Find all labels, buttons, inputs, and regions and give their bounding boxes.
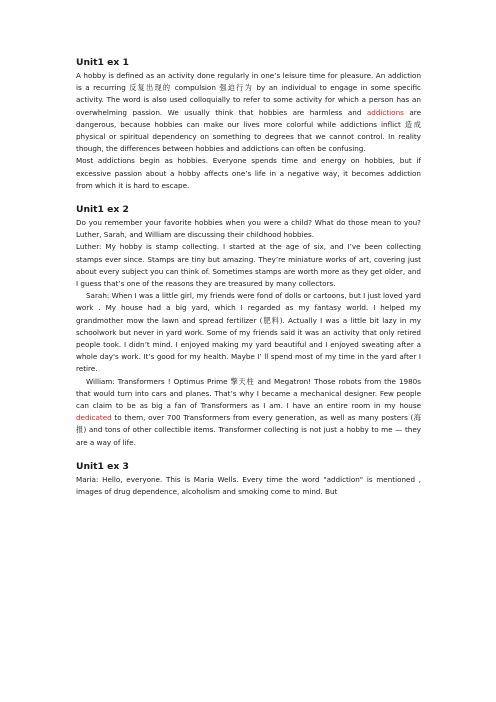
section-heading: Unit1 ex 3 xyxy=(76,460,129,472)
paragraph xyxy=(76,70,421,155)
highlighted-word: dedicated xyxy=(76,413,112,423)
paragraph xyxy=(76,474,421,498)
section-heading: Unit1 ex 1 xyxy=(76,57,129,68)
paragraph xyxy=(76,241,421,290)
text-run: William: Transformers ! Optimus Prime 擎天柱 and Megatron! Those robots from the 1980s that would turn into cars and planes. That’s why I became a mechanical designer. Few people can claim to be as big a fan of Transformers as I am. I have an entire room in my house xyxy=(76,376,421,411)
paragraph xyxy=(76,155,421,192)
paragraph xyxy=(76,217,421,241)
text-run: to them, over 700 Transformers from every generation, as well as many posters (海报) and tons of other collectible items. Transformer collecting is not just a hobby to me — they are a way of life. xyxy=(76,413,421,447)
document-page xyxy=(76,56,421,498)
paragraph xyxy=(76,290,421,375)
text-run: Maria: Hello, everyone. This is Maria Wells. Every time the word "addiction" is mentioned , images of drug dependence, alcoholism and smoking come to mind. But xyxy=(76,474,421,497)
text-run: Sarah: When I was a little girl, my friends were fond of dolls or cartoons, but I just loved yard work . My house had a big yard, which I regarded as my fantasy world. I helped my grandmother mow the lawn and spread fertilizer (肥料). Actually I was a little bit lazy in my schoolwork but never in yard work. Some of my friends said it was an activity that only retired people took. I didn’t mind. I enjoyed making my yard beautiful and I enjoyed sweating after a whole day's work. It’s good for my health. Maybe I’ ll spend most of my time in the yard after I retire. xyxy=(76,291,421,374)
highlighted-word: addictions xyxy=(366,107,404,117)
text-run: Luther: My hobby is stamp collecting. I started at the age of six, and I’ve been collecting stamps ever since. Stamps are tiny but amazing. They’re miniature works of art, covering just about every subject you can think of. Sometimes stamps are worth more as they get older, and I guess that’s one of the reasons they are treasured by many collectors. xyxy=(76,242,421,289)
section-heading: Unit1 ex 2 xyxy=(76,204,129,216)
text-run: are dangerous, because hobbies can make our lives more colorful while addictions inflict 造成 physical or spiritual dependency on something to degrees that we cannot control. In reality though, the differences between hobbies and addictions can often be confusing. xyxy=(76,107,421,154)
text-run: Do you remember your favorite hobbies when you were a child? What do those mean to you? Luther, Sarah, and William are discussing their childhood hobbies. xyxy=(76,218,421,240)
text-run: A hobby is defined as an activity done regularly in one’s leisure time for pleasure. An addiction is a recurring 反复出现的 compulsion 强迫行为 by an individual to engage in some specific activity. The word is also used colloquially to refer to some activity for which a person has an overwhelming passion. We usually think that hobbies are harmless and xyxy=(76,71,421,117)
text-run: Most addictions begin as hobbies. Everyone spends time and energy on hobbies, but if excessive passion about a hobby affects one’s life in a negative way, it becomes addiction from which it is hard to escape. xyxy=(76,156,421,190)
paragraph xyxy=(76,376,421,449)
